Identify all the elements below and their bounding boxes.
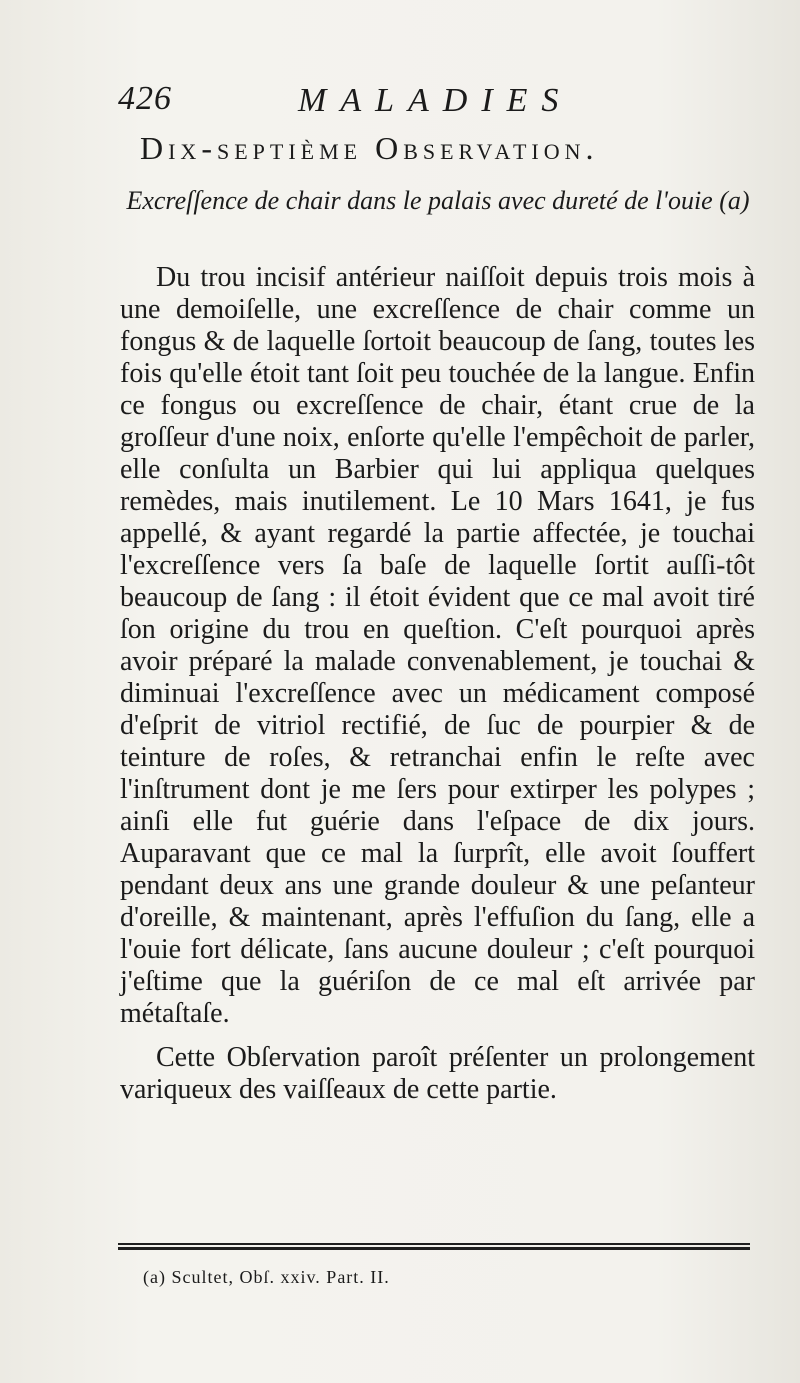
observation-subtitle: Excreſſence de chair dans le palais avec dureté de l'ouie (a) <box>126 186 750 215</box>
running-head: MALADIES <box>298 82 573 119</box>
divider-line <box>118 1247 750 1250</box>
paragraph: Du trou incisif antérieur naiſſoit depuis trois mois à une demoiſelle, une excreſſence de chair comme un fongus & de laquelle ſortoit beaucoup de ſang, toutes les fois qu'elle étoit tant ſoit peu touchée de la langue. Enfin ce fongus ou excreſſence de chair, étant crue de la groſſeur d'une noix, enſorte qu'elle l'empêchoit de parler, elle conſulta un Barbier qui lui appliqua quelques remèdes, mais inutilement. Le 10 Mars 1641, je fus appellé, & ayant regardé la partie affectée, je touchai l'excreſſence vers ſa baſe de laquelle ſortit auſſi-tôt beaucoup de ſang : il étoit évident que ce mal avoit tiré ſon origine du trou en queſtion. C'eſt pourquoi après avoir préparé la malade convenablement, je touchai & diminuai l'excreſſence avec un médicament composé d'eſprit de vitriol rectifié, de ſuc de pourpier & de teinture de roſes, & retranchai enfin le reſte avec l'inſtrument dont je me ſers pour extirper les polypes ; ainſi elle fut guérie dans l'eſpace de dix jours. Auparavant que ce mal la ſurprît, elle avoit ſouffert pendant deux ans une grande douleur & une peſanteur d'oreille, & maintenant, après l'effuſion du ſang, elle a l'ouie fort délicate, ſans aucune douleur ; c'eſt pourquoi j'eſtime que la guériſon de ce mal eſt arrivée par métaſtaſe. <box>120 262 755 1029</box>
footnote: (a) Scultet, Obſ. xxiv. Part. II. <box>143 1267 390 1287</box>
divider-line <box>118 1243 750 1245</box>
page-header <box>118 80 758 128</box>
observation-title: Dix-septième Observation. <box>140 130 599 166</box>
footnote-divider <box>118 1243 750 1251</box>
page-number: 426 <box>118 80 172 117</box>
body-text <box>120 262 755 1118</box>
paragraph: Cette Obſervation paroît préſenter un prolongement variqueux des vaiſſeaux de cette partie. <box>120 1042 755 1105</box>
